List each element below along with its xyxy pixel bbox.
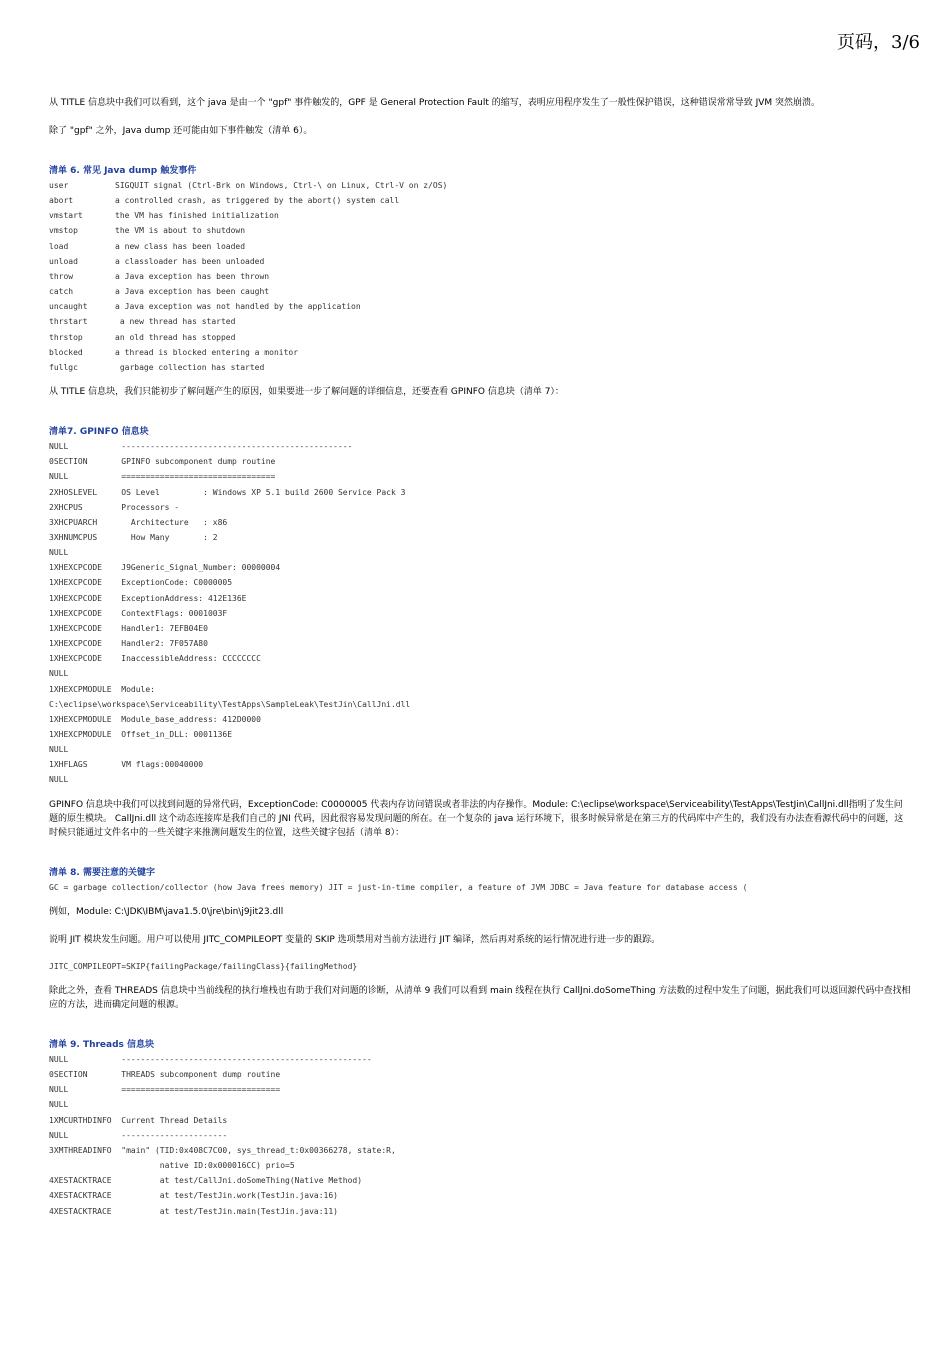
event-name: user: [49, 181, 69, 190]
event-description: a thread is blocked entering a monitor: [115, 347, 299, 357]
event-description: a new class has been loaded: [115, 241, 246, 251]
listing-7-title: 清单7. GPINFO 信息块: [49, 427, 149, 438]
paragraph-example-module: 例如，Module: C:\JDK\IBM\java1.5.0\jre\bin\j9jit23.dll: [49, 906, 284, 917]
event-name: throw: [49, 271, 74, 281]
listing-6-row: [49, 299, 911, 314]
paragraph-threads: 除此之外，查看 THREADS 信息块中当前线程的执行堆栈也有助于我们对问题的诊断，从清单 9 我们可以看到 main 线程在执行 CallJni.doSomeThing 方法数的过程中发生了问题，据此我们可以返回源代码中查找相应的方法，进而确定问题的根源。: [49, 985, 911, 1010]
listing-8-title: 清单 8. 需要注意的关键字: [49, 867, 155, 878]
listing-6-row: [49, 193, 911, 208]
event-name: fullgc: [49, 362, 78, 372]
paragraph-title-info: 从 TITLE 信息块中我们可以看到，这个 java 是由一个 "gpf" 事件触发的，GPF 是 General Protection Fault 的缩写，表明应用程序发生了一般性保护错误，这种错误常常导致 JVM 突然崩溃。: [49, 98, 821, 108]
event-description: an old thread has stopped: [115, 332, 236, 342]
listing-6-row: [49, 330, 911, 345]
event-description: the VM is about to shutdown: [115, 226, 246, 236]
listing-6-row: [49, 284, 911, 299]
listing-7-code: NULL ------------------------------------------------ 0SECTION GPINFO subcomponent dump routine NULL ================================ 2XHOSLEVEL OS Level : Windows XP 5.1 build 2600 Service Pack 3 2XHCPUS Processors - 3XHCPUARCH Architecture : x86 3XHNUMCPUS How Many : 2 NULL 1XHEXCPCODE J9Generic_Signal_Number: 00000004 1XHEXCPCODE ExceptionCode: C0000005 1XHEXCPCODE ExceptionAddress: 412E136E 1XHEXCPCODE ContextFlags: 0001003F 1XHEXCPCODE Handler1: 7EFB04E0 1XHEXCPCODE Handler2: 7F057A80 1XHEXCPCODE InaccessibleAddress: CCCCCCCC NULL 1XHEXCPMODULE Module: C:\eclipse\workspace\Serviceability\TestApps\SampleLeak\TestJin\CallJni.dll 1XHEXCPMODULE Module_base_address: 412D0000 1XHEXCPMODULE Offset_in_DLL: 0001136E NULL 1XHFLAGS VM flags:00040000 NULL: [49, 442, 411, 785]
listing-6-title: 清单 6. 常见 Java dump 触发事件: [49, 166, 197, 176]
paragraph-jit-skip: 说明 JIT 模块发生问题。用户可以使用 JITC_COMPILEOPT 变量的 SKIP 选项禁用对当前方法进行 JIT 编译，然后再对系统的运行情况进行进一步的跟踪。: [49, 934, 661, 945]
listing-6-row: [49, 208, 911, 223]
event-name: catch: [49, 287, 74, 297]
code-jitc-compileopt: JITC_COMPILEOPT=SKIP{failingPackage/failingClass}{failingMethod}: [49, 961, 358, 971]
event-description: a Java exception was not handled by the application: [115, 302, 361, 312]
event-name: vmstart: [49, 211, 83, 221]
paragraph-exception-code: GPINFO 信息块中我们可以找到问题的异常代码，ExceptionCode: C0000005 代表内存访问错误或者非法的内存操作。Module: C:\eclipse\workspace\Serviceability\TestApps\TestJin\CallJni.dll指明了发生问题的原生模块。 CallJni.dll 这个动态连接库是我们自己的 JNI 代码，因此很容易发现问题的所在。在一个复杂的 java 运行环境下，很多时候异常是在第三方的代码库中产生的，我们没有办法查看源代码中的问题，这时候只能通过文件名中的一些关键字来推测问题发生的位置，这些关键字包括（清单 8）：: [49, 799, 904, 838]
event-name: load: [49, 241, 69, 251]
event-description: a classloader has been unloaded: [115, 256, 265, 266]
listing-6-row: [49, 239, 911, 254]
event-description: a Java exception has been thrown: [115, 271, 270, 281]
event-name: uncaught: [49, 302, 88, 312]
event-name: blocked: [49, 347, 83, 357]
listing-6-row: [49, 360, 911, 375]
document-body: [49, 96, 911, 1219]
listing-6-code: [49, 178, 911, 375]
event-description: a new thread has started: [115, 317, 236, 327]
listing-6-row: [49, 345, 911, 360]
listing-9-title: 清单 9. Threads 信息块: [49, 1039, 155, 1050]
event-description: SIGQUIT signal (Ctrl-Brk on Windows, Ctrl-\ on Linux, Ctrl-V on z/OS): [115, 181, 448, 190]
listing-8-code: GC = garbage collection/collector (how Java frees memory) JIT = just-in-time compiler, a feature of JVM JDBC = Java feature for database access (: [49, 882, 748, 892]
event-description: a controlled crash, as triggered by the abort() system call: [115, 196, 400, 206]
paragraph-gpinfo-intro: 从 TITLE 信息块，我们只能初步了解问题产生的原因，如果要进一步了解问题的详细信息，还要查看 GPINFO 信息块（清单 7）：: [49, 387, 564, 398]
listing-9-code: NULL ---------------------------------------------------- 0SECTION THREADS subcomponent dump routine NULL ================================= NULL 1XMCURTHDINFO Current Thread Details NULL ---------------------- 3XMTHREADINFO "main" (TID:0x408C7C00, sys_thread_t:0x00366278, state:R, native ID:0x000016CC) prio=5 4XESTACKTRACE at test/CallJni.doSomeThing(Native Method) 4XESTACKTRACE at test/TestJin.work(TestJin.java:16) 4XESTACKTRACE at test/TestJin.main(TestJin.java:11): [49, 1054, 396, 1216]
event-description: the VM has finished initialization: [115, 211, 279, 221]
page-number: 页码，3/6: [837, 32, 920, 53]
event-description: garbage collection has started: [115, 362, 265, 372]
event-name: abort: [49, 196, 74, 206]
event-name: vmstop: [49, 226, 78, 236]
paragraph-gpf-events: 除了 "gpf" 之外，Java dump 还可能由如下事件触发（清单 6）。: [49, 126, 313, 136]
event-name: unload: [49, 256, 78, 266]
listing-6-row: [49, 223, 911, 238]
listing-6-row: [49, 269, 911, 284]
listing-6-row: [49, 178, 911, 193]
listing-6-row: [49, 314, 911, 329]
listing-6-row: [49, 254, 911, 269]
event-name: thrstop: [49, 332, 83, 342]
event-name: thrstart: [49, 317, 88, 327]
event-description: a Java exception has been caught: [115, 287, 270, 297]
